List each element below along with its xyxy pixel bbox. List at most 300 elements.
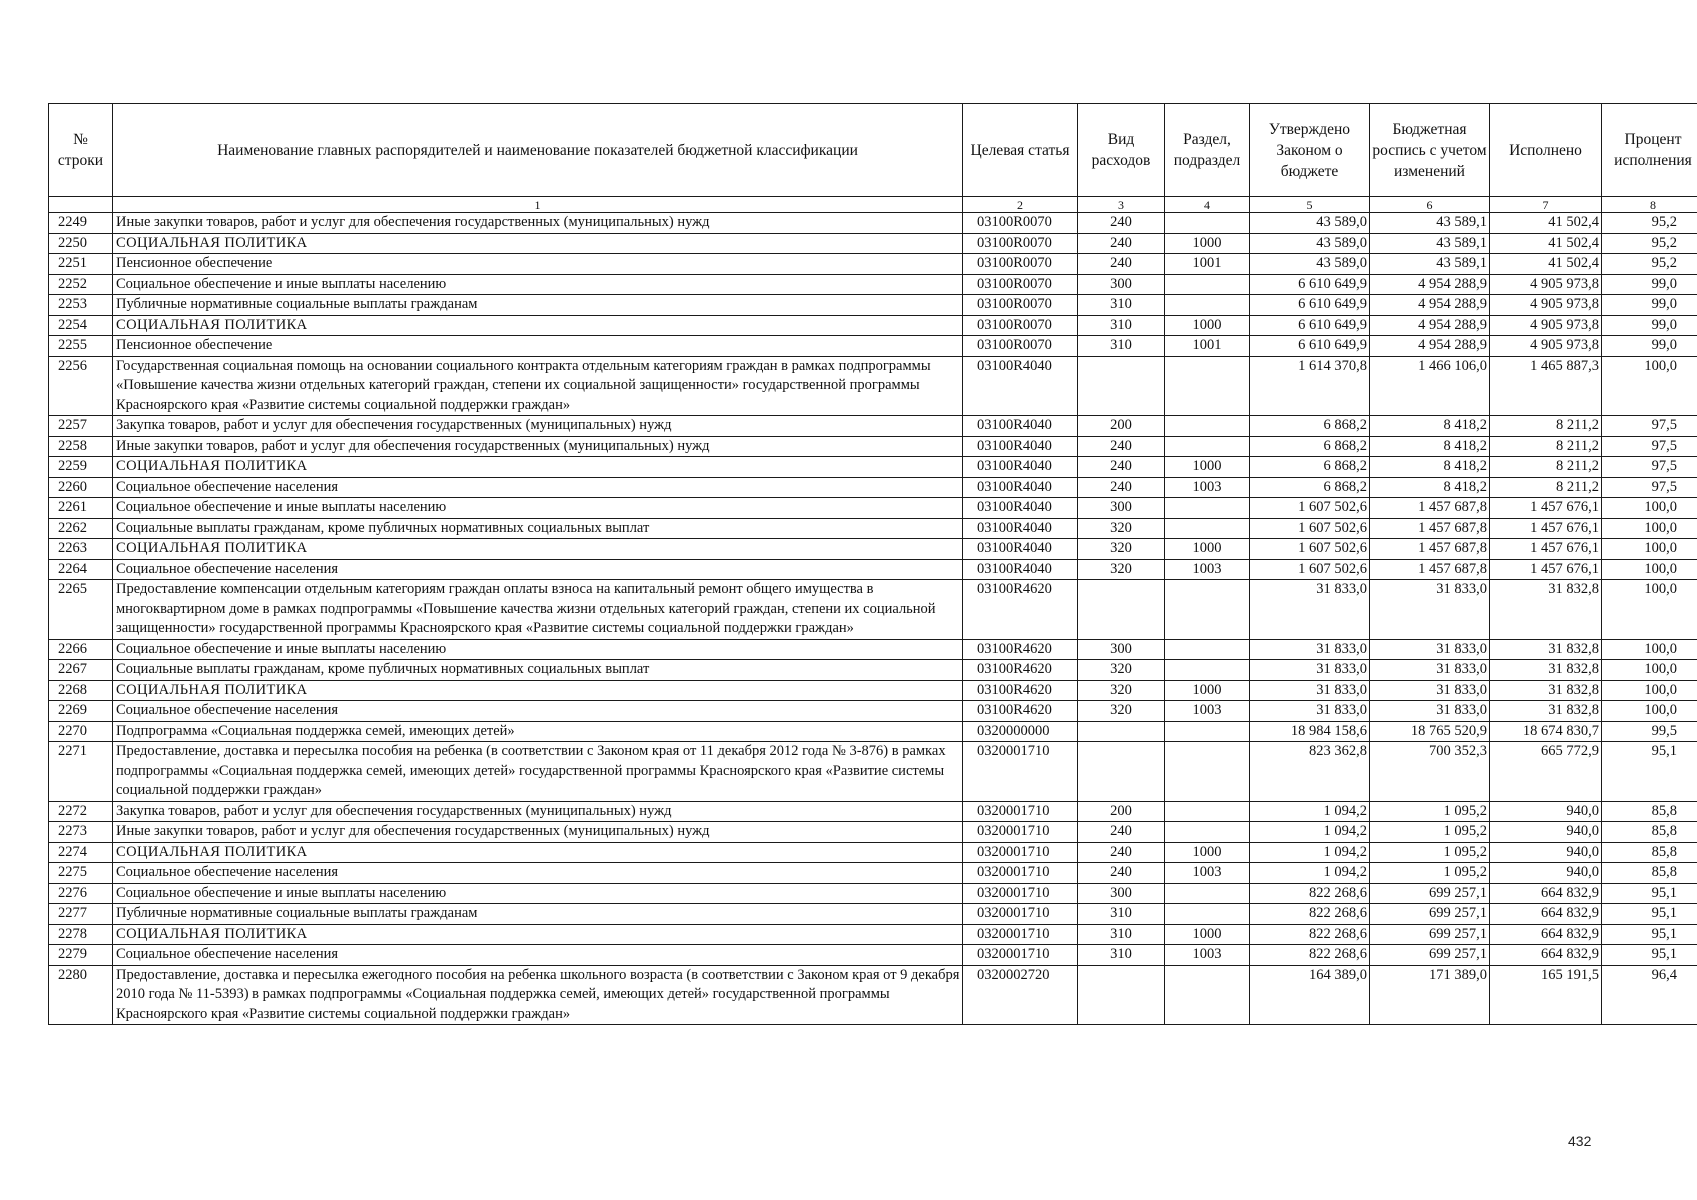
row-target-article: 0320001710	[963, 801, 1078, 822]
row-section: 1000	[1165, 233, 1250, 254]
row-section	[1165, 904, 1250, 925]
row-name: Пенсионное обеспечение	[113, 336, 963, 357]
row-name: Закупка товаров, работ и услуг для обеспечения государственных (муниципальных) нужд	[113, 801, 963, 822]
row-percent: 99,0	[1602, 336, 1697, 357]
row-approved: 822 268,6	[1250, 945, 1370, 966]
row-approved: 31 833,0	[1250, 701, 1370, 722]
table-row	[49, 477, 1697, 498]
row-executed: 4 905 973,8	[1490, 274, 1602, 295]
row-percent: 97,5	[1602, 477, 1697, 498]
row-target-article: 0320001710	[963, 883, 1078, 904]
row-executed: 1 457 676,1	[1490, 498, 1602, 519]
row-percent: 95,1	[1602, 742, 1697, 802]
column-number: 5	[1250, 197, 1370, 213]
row-expense-type: 240	[1078, 233, 1165, 254]
row-target-article: 03100R0070	[963, 274, 1078, 295]
row-target-article: 03100R4620	[963, 580, 1078, 640]
row-percent: 99,0	[1602, 295, 1697, 316]
row-section: 1001	[1165, 336, 1250, 357]
header-row-number: № строки	[49, 104, 113, 197]
row-expense-type: 300	[1078, 498, 1165, 519]
row-executed: 1 465 887,3	[1490, 356, 1602, 416]
header-row	[49, 104, 1697, 197]
row-number: 2275	[49, 863, 113, 884]
row-executed: 41 502,4	[1490, 233, 1602, 254]
row-name: Пенсионное обеспечение	[113, 254, 963, 275]
table-row	[49, 233, 1697, 254]
row-approved: 6 610 649,9	[1250, 295, 1370, 316]
row-target-article: 0320001710	[963, 945, 1078, 966]
row-name: СОЦИАЛЬНАЯ ПОЛИТИКА	[113, 315, 963, 336]
row-executed: 31 832,8	[1490, 580, 1602, 640]
row-target-article: 03100R4040	[963, 416, 1078, 437]
row-approved: 164 389,0	[1250, 965, 1370, 1025]
row-approved: 6 868,2	[1250, 416, 1370, 437]
row-budget-schedule: 8 418,2	[1370, 477, 1490, 498]
row-number: 2251	[49, 254, 113, 275]
row-approved: 1 607 502,6	[1250, 539, 1370, 560]
row-name: Социальные выплаты гражданам, кроме публичных нормативных социальных выплат	[113, 660, 963, 681]
row-budget-schedule: 8 418,2	[1370, 416, 1490, 437]
row-section: 1003	[1165, 945, 1250, 966]
row-percent: 85,8	[1602, 863, 1697, 884]
row-expense-type	[1078, 721, 1165, 742]
row-name: Социальное обеспечение населения	[113, 945, 963, 966]
row-expense-type: 240	[1078, 863, 1165, 884]
column-number: 4	[1165, 197, 1250, 213]
row-approved: 31 833,0	[1250, 580, 1370, 640]
table-row	[49, 721, 1697, 742]
header-expense-type: Вид расходов	[1078, 104, 1165, 197]
row-approved: 1 607 502,6	[1250, 498, 1370, 519]
row-percent: 95,1	[1602, 904, 1697, 925]
row-percent: 95,1	[1602, 883, 1697, 904]
row-target-article: 03100R4040	[963, 356, 1078, 416]
table-row	[49, 945, 1697, 966]
row-executed: 31 832,8	[1490, 660, 1602, 681]
row-budget-schedule: 700 352,3	[1370, 742, 1490, 802]
row-name: Подпрограмма «Социальная поддержка семей, имеющих детей»	[113, 721, 963, 742]
row-expense-type: 240	[1078, 842, 1165, 863]
row-approved: 31 833,0	[1250, 639, 1370, 660]
row-percent: 99,5	[1602, 721, 1697, 742]
row-expense-type: 310	[1078, 924, 1165, 945]
table-row	[49, 822, 1697, 843]
table-row	[49, 580, 1697, 640]
row-expense-type: 240	[1078, 436, 1165, 457]
row-target-article: 03100R4620	[963, 639, 1078, 660]
row-number: 2252	[49, 274, 113, 295]
row-target-article: 03100R4040	[963, 457, 1078, 478]
row-section: 1003	[1165, 559, 1250, 580]
row-percent: 95,2	[1602, 254, 1697, 275]
row-expense-type	[1078, 580, 1165, 640]
row-budget-schedule: 4 954 288,9	[1370, 336, 1490, 357]
row-budget-schedule: 1 457 687,8	[1370, 518, 1490, 539]
row-target-article: 03100R4040	[963, 518, 1078, 539]
row-budget-schedule: 699 257,1	[1370, 945, 1490, 966]
row-target-article: 03100R0070	[963, 295, 1078, 316]
row-target-article: 03100R4620	[963, 660, 1078, 681]
row-number: 2279	[49, 945, 113, 966]
row-percent: 100,0	[1602, 559, 1697, 580]
row-name: СОЦИАЛЬНАЯ ПОЛИТИКА	[113, 842, 963, 863]
row-executed: 664 832,9	[1490, 904, 1602, 925]
row-executed: 8 211,2	[1490, 436, 1602, 457]
row-section: 1001	[1165, 254, 1250, 275]
row-section	[1165, 274, 1250, 295]
row-percent: 97,5	[1602, 436, 1697, 457]
table-row	[49, 356, 1697, 416]
row-number: 2270	[49, 721, 113, 742]
table-row	[49, 680, 1697, 701]
row-approved: 18 984 158,6	[1250, 721, 1370, 742]
row-percent: 100,0	[1602, 701, 1697, 722]
row-number: 2259	[49, 457, 113, 478]
row-name: Предоставление, доставка и пересылка ежегодного пособия на ребенка школьного возраста (в соответствии с Законом края от 9 декабря 2010 года № 11-5393) в рамках подпрограммы «Социальная поддержка семей, имеющих детей» государственной программы Красноярского края «Развитие системы социальной поддержки граждан»	[113, 965, 963, 1025]
page-number: 432	[1568, 1133, 1592, 1149]
row-executed: 165 191,5	[1490, 965, 1602, 1025]
row-approved: 6 868,2	[1250, 457, 1370, 478]
row-expense-type: 200	[1078, 801, 1165, 822]
row-budget-schedule: 4 954 288,9	[1370, 295, 1490, 316]
row-target-article: 03100R4040	[963, 539, 1078, 560]
row-approved: 823 362,8	[1250, 742, 1370, 802]
row-expense-type	[1078, 356, 1165, 416]
row-number: 2277	[49, 904, 113, 925]
row-section: 1000	[1165, 842, 1250, 863]
row-approved: 6 868,2	[1250, 436, 1370, 457]
row-executed: 664 832,9	[1490, 945, 1602, 966]
row-percent: 100,0	[1602, 580, 1697, 640]
row-target-article: 0320001710	[963, 822, 1078, 843]
row-percent: 97,5	[1602, 457, 1697, 478]
header-name: Наименование главных распорядителей и наименование показателей бюджетной классификации	[113, 104, 963, 197]
row-number: 2264	[49, 559, 113, 580]
row-budget-schedule: 31 833,0	[1370, 680, 1490, 701]
row-number: 2280	[49, 965, 113, 1025]
row-approved: 6 610 649,9	[1250, 336, 1370, 357]
row-section	[1165, 639, 1250, 660]
row-expense-type: 300	[1078, 883, 1165, 904]
row-approved: 1 094,2	[1250, 863, 1370, 884]
row-budget-schedule: 171 389,0	[1370, 965, 1490, 1025]
row-executed: 4 905 973,8	[1490, 295, 1602, 316]
row-number: 2260	[49, 477, 113, 498]
row-number: 2266	[49, 639, 113, 660]
row-expense-type: 310	[1078, 295, 1165, 316]
row-executed: 4 905 973,8	[1490, 336, 1602, 357]
row-target-article: 03100R0070	[963, 315, 1078, 336]
row-budget-schedule: 1 095,2	[1370, 822, 1490, 843]
column-number: 2	[963, 197, 1078, 213]
row-budget-schedule: 1 457 687,8	[1370, 539, 1490, 560]
row-executed: 1 457 676,1	[1490, 559, 1602, 580]
row-target-article: 03100R0070	[963, 213, 1078, 234]
row-name: Государственная социальная помощь на основании социального контракта отдельным категориям граждан в рамках подпрограммы «Повышение качества жизни отдельных категорий граждан, степени их социальной защищенности» государственной программы Красноярского края «Развитие системы социальной поддержки граждан»	[113, 356, 963, 416]
row-section: 1000	[1165, 680, 1250, 701]
row-approved: 6 868,2	[1250, 477, 1370, 498]
row-name: СОЦИАЛЬНАЯ ПОЛИТИКА	[113, 924, 963, 945]
column-number-blank	[49, 197, 113, 213]
row-number: 2256	[49, 356, 113, 416]
column-number: 1	[113, 197, 963, 213]
table-row	[49, 254, 1697, 275]
row-percent: 100,0	[1602, 639, 1697, 660]
row-target-article: 03100R4620	[963, 680, 1078, 701]
row-budget-schedule: 1 095,2	[1370, 863, 1490, 884]
row-percent: 85,8	[1602, 822, 1697, 843]
row-name: Социальное обеспечение населения	[113, 477, 963, 498]
table-row	[49, 295, 1697, 316]
row-budget-schedule: 8 418,2	[1370, 457, 1490, 478]
row-target-article: 0320001710	[963, 924, 1078, 945]
row-number: 2271	[49, 742, 113, 802]
row-executed: 18 674 830,7	[1490, 721, 1602, 742]
table-row	[49, 842, 1697, 863]
row-section	[1165, 295, 1250, 316]
row-section: 1003	[1165, 863, 1250, 884]
row-number: 2254	[49, 315, 113, 336]
row-executed: 8 211,2	[1490, 477, 1602, 498]
row-percent: 96,4	[1602, 965, 1697, 1025]
budget-table	[48, 103, 1697, 1025]
row-name: Предоставление компенсации отдельным категориям граждан оплаты взноса на капитальный ремонт общего имущества в многоквартирном доме в рамках подпрограммы «Повышение качества жизни отдельных категорий граждан, степени их социальной защищенности» государственной программы Красноярского края «Развитие системы социальной поддержки граждан»	[113, 580, 963, 640]
row-approved: 822 268,6	[1250, 924, 1370, 945]
table-row	[49, 274, 1697, 295]
table-row	[49, 883, 1697, 904]
row-number: 2276	[49, 883, 113, 904]
row-section: 1003	[1165, 477, 1250, 498]
row-section	[1165, 883, 1250, 904]
column-number: 8	[1602, 197, 1697, 213]
row-number: 2272	[49, 801, 113, 822]
row-percent: 85,8	[1602, 842, 1697, 863]
row-expense-type: 320	[1078, 559, 1165, 580]
row-percent: 100,0	[1602, 356, 1697, 416]
row-name: Иные закупки товаров, работ и услуг для обеспечения государственных (муниципальных) нужд	[113, 436, 963, 457]
row-expense-type: 310	[1078, 945, 1165, 966]
header-percent: Процент исполнения	[1602, 104, 1697, 197]
row-target-article: 0320002720	[963, 965, 1078, 1025]
row-target-article: 03100R4040	[963, 477, 1078, 498]
row-approved: 1 607 502,6	[1250, 559, 1370, 580]
row-expense-type: 240	[1078, 822, 1165, 843]
row-name: Предоставление, доставка и пересылка пособия на ребенка (в соответствии с Законом края от 11 декабря 2012 года № 3-876) в рамках подпрограммы «Социальная поддержка семей, имеющих детей» государственной программы Красноярского края «Развитие системы социальной поддержки граждан»	[113, 742, 963, 802]
row-expense-type: 300	[1078, 639, 1165, 660]
row-name: Публичные нормативные социальные выплаты гражданам	[113, 904, 963, 925]
table-row	[49, 559, 1697, 580]
row-name: Социальные выплаты гражданам, кроме публичных нормативных социальных выплат	[113, 518, 963, 539]
row-name: Социальное обеспечение и иные выплаты населению	[113, 639, 963, 660]
row-budget-schedule: 1 457 687,8	[1370, 498, 1490, 519]
table-row	[49, 801, 1697, 822]
row-percent: 95,2	[1602, 233, 1697, 254]
table-row	[49, 436, 1697, 457]
row-section	[1165, 416, 1250, 437]
row-approved: 6 610 649,9	[1250, 274, 1370, 295]
row-target-article: 03100R4040	[963, 498, 1078, 519]
row-budget-schedule: 1 457 687,8	[1370, 559, 1490, 580]
row-percent: 99,0	[1602, 274, 1697, 295]
row-budget-schedule: 699 257,1	[1370, 924, 1490, 945]
row-section	[1165, 498, 1250, 519]
row-executed: 940,0	[1490, 863, 1602, 884]
row-expense-type: 320	[1078, 518, 1165, 539]
row-number: 2274	[49, 842, 113, 863]
row-executed: 940,0	[1490, 842, 1602, 863]
row-name: Публичные нормативные социальные выплаты гражданам	[113, 295, 963, 316]
row-section	[1165, 436, 1250, 457]
table-row	[49, 315, 1697, 336]
row-approved: 822 268,6	[1250, 904, 1370, 925]
row-approved: 1 607 502,6	[1250, 518, 1370, 539]
row-target-article: 0320001710	[963, 904, 1078, 925]
row-section	[1165, 356, 1250, 416]
row-budget-schedule: 43 589,1	[1370, 254, 1490, 275]
row-target-article: 03100R4040	[963, 436, 1078, 457]
table-row	[49, 965, 1697, 1025]
row-percent: 85,8	[1602, 801, 1697, 822]
row-executed: 664 832,9	[1490, 924, 1602, 945]
row-expense-type: 300	[1078, 274, 1165, 295]
row-budget-schedule: 699 257,1	[1370, 883, 1490, 904]
row-name: Социальное обеспечение населения	[113, 559, 963, 580]
table-row	[49, 742, 1697, 802]
row-section: 1000	[1165, 315, 1250, 336]
row-expense-type: 240	[1078, 254, 1165, 275]
row-executed: 1 457 676,1	[1490, 539, 1602, 560]
row-approved: 1 094,2	[1250, 822, 1370, 843]
row-expense-type: 320	[1078, 680, 1165, 701]
row-section	[1165, 518, 1250, 539]
row-approved: 1 094,2	[1250, 801, 1370, 822]
row-budget-schedule: 31 833,0	[1370, 660, 1490, 681]
table-row	[49, 639, 1697, 660]
row-budget-schedule: 31 833,0	[1370, 639, 1490, 660]
row-name: СОЦИАЛЬНАЯ ПОЛИТИКА	[113, 680, 963, 701]
row-expense-type: 310	[1078, 904, 1165, 925]
row-section	[1165, 822, 1250, 843]
row-number: 2278	[49, 924, 113, 945]
row-section	[1165, 580, 1250, 640]
row-name: Социальное обеспечение населения	[113, 701, 963, 722]
row-number: 2261	[49, 498, 113, 519]
row-section	[1165, 742, 1250, 802]
row-approved: 31 833,0	[1250, 660, 1370, 681]
row-target-article: 03100R0070	[963, 254, 1078, 275]
row-approved: 1 094,2	[1250, 842, 1370, 863]
row-expense-type: 320	[1078, 701, 1165, 722]
row-executed: 41 502,4	[1490, 254, 1602, 275]
row-target-article: 03100R0070	[963, 233, 1078, 254]
table-body	[49, 213, 1697, 1025]
row-approved: 822 268,6	[1250, 883, 1370, 904]
row-percent: 95,2	[1602, 213, 1697, 234]
row-percent: 97,5	[1602, 416, 1697, 437]
row-name: СОЦИАЛЬНАЯ ПОЛИТИКА	[113, 539, 963, 560]
row-number: 2267	[49, 660, 113, 681]
row-number: 2255	[49, 336, 113, 357]
row-approved: 43 589,0	[1250, 254, 1370, 275]
row-number: 2258	[49, 436, 113, 457]
row-budget-schedule: 4 954 288,9	[1370, 274, 1490, 295]
row-executed: 940,0	[1490, 801, 1602, 822]
row-percent: 100,0	[1602, 518, 1697, 539]
table-row	[49, 457, 1697, 478]
row-section: 1000	[1165, 539, 1250, 560]
row-percent: 99,0	[1602, 315, 1697, 336]
row-budget-schedule: 1 466 106,0	[1370, 356, 1490, 416]
row-approved: 43 589,0	[1250, 233, 1370, 254]
row-executed: 31 832,8	[1490, 639, 1602, 660]
header-section: Раздел, подраздел	[1165, 104, 1250, 197]
row-target-article: 0320000000	[963, 721, 1078, 742]
table-row	[49, 539, 1697, 560]
row-name: Социальное обеспечение и иные выплаты населению	[113, 274, 963, 295]
row-executed: 1 457 676,1	[1490, 518, 1602, 539]
row-budget-schedule: 8 418,2	[1370, 436, 1490, 457]
row-executed: 940,0	[1490, 822, 1602, 843]
row-section	[1165, 801, 1250, 822]
row-expense-type: 240	[1078, 477, 1165, 498]
row-target-article: 03100R4040	[963, 559, 1078, 580]
row-target-article: 0320001710	[963, 863, 1078, 884]
table-row	[49, 518, 1697, 539]
row-executed: 31 832,8	[1490, 701, 1602, 722]
row-budget-schedule: 43 589,1	[1370, 213, 1490, 234]
row-section: 1003	[1165, 701, 1250, 722]
table-row	[49, 213, 1697, 234]
table-row	[49, 498, 1697, 519]
row-number: 2253	[49, 295, 113, 316]
row-section	[1165, 660, 1250, 681]
row-expense-type: 240	[1078, 457, 1165, 478]
row-number: 2250	[49, 233, 113, 254]
row-executed: 41 502,4	[1490, 213, 1602, 234]
row-budget-schedule: 4 954 288,9	[1370, 315, 1490, 336]
row-percent: 95,1	[1602, 945, 1697, 966]
row-expense-type	[1078, 965, 1165, 1025]
row-budget-schedule: 1 095,2	[1370, 842, 1490, 863]
row-percent: 100,0	[1602, 680, 1697, 701]
row-number: 2268	[49, 680, 113, 701]
table-row	[49, 701, 1697, 722]
row-section	[1165, 213, 1250, 234]
row-executed: 8 211,2	[1490, 457, 1602, 478]
row-executed: 8 211,2	[1490, 416, 1602, 437]
row-target-article: 03100R0070	[963, 336, 1078, 357]
budget-table-sheet	[48, 103, 1692, 1025]
table-row	[49, 416, 1697, 437]
row-percent: 100,0	[1602, 660, 1697, 681]
row-expense-type: 240	[1078, 213, 1165, 234]
row-name: Социальное обеспечение и иные выплаты населению	[113, 498, 963, 519]
row-number: 2265	[49, 580, 113, 640]
column-number-row	[49, 197, 1697, 213]
row-approved: 43 589,0	[1250, 213, 1370, 234]
row-number: 2262	[49, 518, 113, 539]
row-budget-schedule: 1 095,2	[1370, 801, 1490, 822]
table-row	[49, 336, 1697, 357]
column-number: 7	[1490, 197, 1602, 213]
row-executed: 31 832,8	[1490, 680, 1602, 701]
row-name: Иные закупки товаров, работ и услуг для обеспечения государственных (муниципальных) нужд	[113, 213, 963, 234]
row-executed: 665 772,9	[1490, 742, 1602, 802]
row-expense-type: 310	[1078, 315, 1165, 336]
header-budget-schedule: Бюджетная роспись с учетом изменений	[1370, 104, 1490, 197]
row-approved: 6 610 649,9	[1250, 315, 1370, 336]
